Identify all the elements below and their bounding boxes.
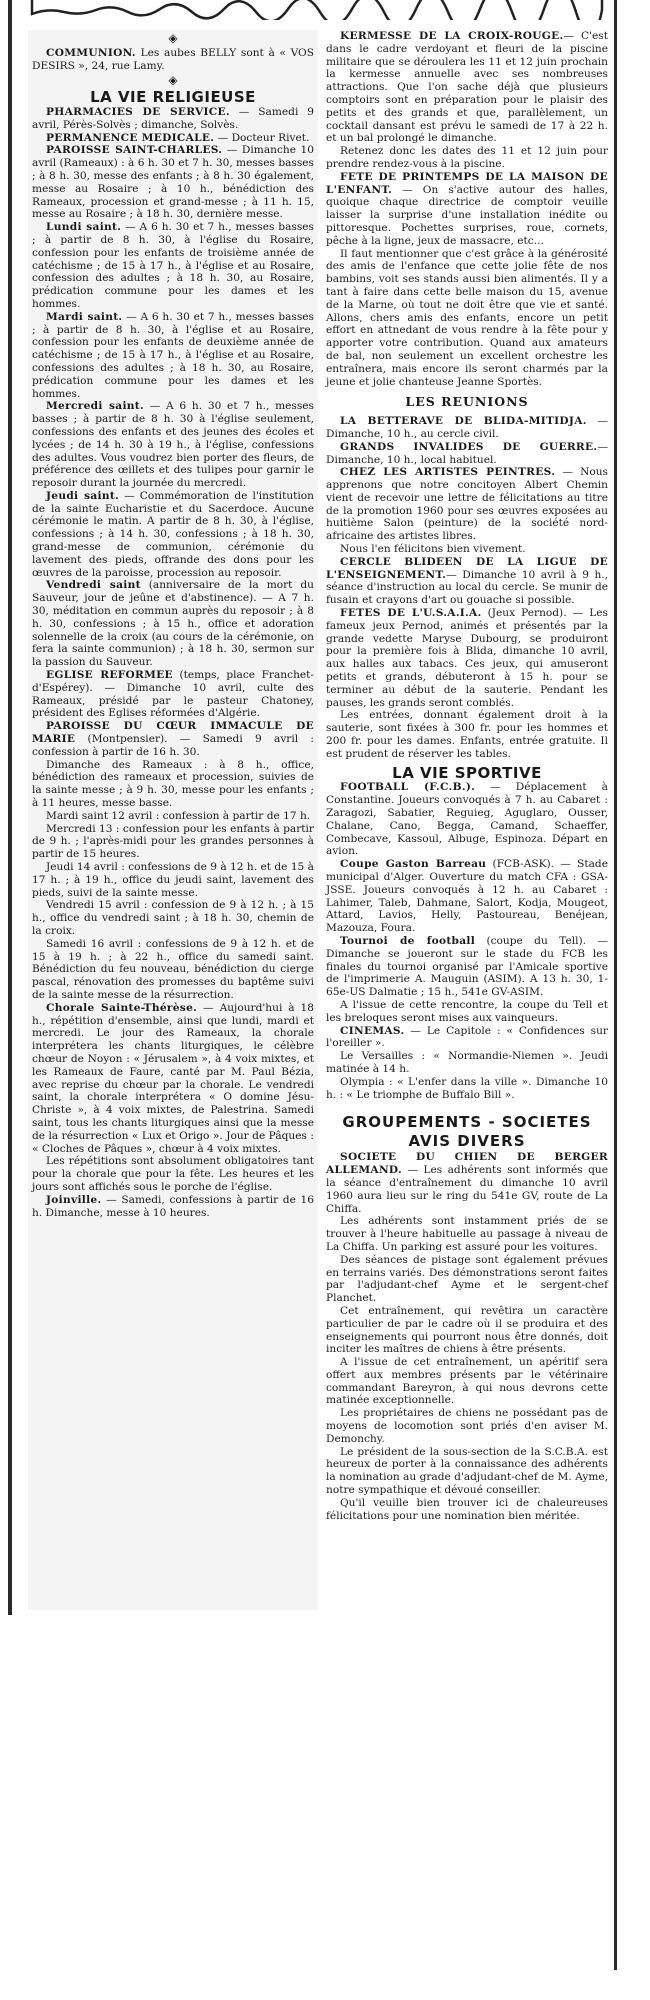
article-heading: Chorale Sainte-Thérèse. <box>46 1001 198 1014</box>
article-body: — Aujourd'hui à 18 h., répétition d'ensemble, ainsi que lundi, mardi et mercredi. Le jour des Rameaux, la chorale interprétera les chants liturgiques, le célèbre chœur de Noyon : « Jérusalem », à 4 voix mixtes, et les Rameaux de Faure, canté par M. Paul Bézia, avec reprise du chœur par la chorale. Le vendredi saint, la chorale interprétera « O domine Jésu-Christe », à 4 voix mixtes, de Palestrina. Samedi saint, tous les chants liturgiques ainsi que la messe de la résurrection « Lux et Origo ». Jour de Pâques : « Cloches de Pâques », chœur à 4 voix mixtes. <box>32 1001 314 1155</box>
article-paragraph <box>32 311 314 401</box>
article-body: Les propriétaires de chiens ne possédant pas de moyens de locomotion sont priés d'en aviser M. Demonchy. <box>326 1407 608 1445</box>
article-heading: PAROISSE SAINT-CHARLES. <box>46 144 223 157</box>
article-body: Samedi 16 avril : confessions de 9 à 12 h. et de 15 à 19 h. ; à 22 h., office du samedi saint. Bénédiction du feu nouveau, bénédiction du cierge pascal, rénovation des promesses du baptême suivi de la sainte messe de la résurrection. <box>32 937 314 1001</box>
article-body: — Déplacement à Constantine. Joueurs convoqués à 7 h. au Cabaret : Zaragozi, Sabatier, Reguieg, Aguglaro, Ousser, Chalane, Cano, Begga, Camand, Schaeffer, Combecave, Kassoul, Albuge, Espinoza. Départ en avion. <box>326 781 608 858</box>
religion-items <box>32 106 314 1219</box>
article-body: A l'issue de cet entraînement, un apéritif sera offert aux membres présents par le vétérinaire commandant Bareyron, à qui nous devrons cette matinée exceptionnelle. <box>326 1356 608 1407</box>
article-body: — On s'active autour des halles, quoique chaque directrice de comptoir veuille laisser la surprise d'une installation inédite ou pittoresque. Pochettes surprises, roue, cornets, pêche à la ligne, jeux de massacre, etc... <box>326 183 608 247</box>
article-paragraph <box>32 938 314 1002</box>
article-paragraph <box>326 999 608 1025</box>
article-paragraph <box>326 1305 608 1356</box>
article-heading: CHEZ LES ARTISTES PEINTRES. <box>340 466 556 479</box>
article-heading: Tournoi de football <box>340 934 476 947</box>
article-body: — A 6 h. 30 et 7 h., messes basses ; à partir de 8 h. 30, à l'église du Rosaire, confession pour les enfants de troisième année de catéchisme ; de 15 à 17 h., à l'église et au Rosaire, confession des adultes ; à 18 h. 30, au Rosaire, prédication commune pour les dames et les hommes. <box>32 221 314 310</box>
article-paragraph <box>32 810 314 823</box>
article-paragraph <box>326 556 608 607</box>
article-paragraph <box>32 1155 314 1193</box>
article-body: (Jeux Pernod). — Les fameux jeux Pernod, animés et présentés par la grande vedette Maryse Dubourg, se produiront pour la première fois à Blida, dimanche 10 avril, aux halles aux tabacs. Ces jeux, qui amuseront petits et grands, débuteront à 15 h. pour se terminer au début de la sauterie. Pendant les pauses, les grands seront comblés. <box>326 607 608 709</box>
article-paragraph <box>326 30 608 145</box>
section-subtitle-groups: AVIS DIVERS <box>408 1132 526 1151</box>
right-column-rule <box>614 0 617 1970</box>
article-heading: PHARMACIES DE SERVICE. <box>46 105 230 118</box>
article-heading: FETES DE L'U.S.A.I.A. <box>340 607 482 620</box>
article-body: Retenez donc les dates des 11 et 12 juin pour prendre rendez-vous à la piscine. <box>326 145 608 170</box>
article-body: Les adhérents sont instamment priés de se trouver à l'heure habituelle au passage à niveau de La Chiffa. Un parking est assuré pour les voitures. <box>326 1215 608 1253</box>
article-heading: Vendredi saint <box>46 579 141 592</box>
article-paragraph <box>32 759 314 810</box>
article-paragraph <box>32 861 314 899</box>
article-heading: KERMESSE DE LA CROIX-ROUGE. <box>340 30 564 42</box>
article-body: Les répétitions sont absolument obligatoires tant pour la chorale que pour la fête. Les heures et les jours sont affichés sous le porche de l'église. <box>32 1155 314 1193</box>
article-paragraph <box>32 1002 314 1156</box>
section-title-reunions: LES REUNIONS <box>405 394 529 410</box>
article-paragraph <box>326 858 608 935</box>
article-body: (FCB-ASK). — Stade municipal d'Alger. Ouverture du match CFA : GSA-JSSE. Joueurs convoqués à 12 h. au Cabaret : Lahimer, Taleb, Dahmane, Salort, Kodja, Mougeot, Attard, Lavios, Helly, Pastoureau, Benéjean, Mazouza, Foura. <box>326 858 608 935</box>
article-paragraph <box>326 145 608 171</box>
article-paragraph <box>32 823 314 861</box>
article-heading: Coupe Gaston Barreau <box>340 858 487 871</box>
article-paragraph <box>326 1254 608 1305</box>
article-paragraph <box>326 935 608 999</box>
article-body: — Dimanche, 10 h., local habituel. <box>326 440 608 466</box>
article-heading: Lundi saint. <box>46 221 122 234</box>
article-paragraph <box>32 720 314 758</box>
article-paragraph <box>326 1356 608 1407</box>
article-paragraph <box>326 1446 608 1497</box>
article-paragraph <box>32 579 314 669</box>
article-heading: CERCLE BLIDEEN DE LA LIGUE DE L'ENSEIGNEMENT. <box>326 555 608 581</box>
decorative-wavy-border <box>28 0 606 20</box>
separator-ornament: ◈ <box>168 31 178 45</box>
article-paragraph <box>326 607 608 709</box>
sport-items <box>326 781 608 1101</box>
article-heading: FETE DE PRINTEMPS DE LA MAISON DE L'ENFANT. <box>326 170 608 196</box>
article-paragraph <box>326 1076 608 1102</box>
article-heading: Mardi saint. <box>46 310 123 323</box>
article-paragraph <box>326 1025 608 1051</box>
article-paragraph <box>32 132 314 145</box>
article-body: — Dimanche, 10 h., au cercle civil. <box>326 415 608 440</box>
article-body: — A 6 h. 30 et 7 h., messes basses ; à partir de 8 h. 30, à l'église et au Rosaire, confession pour les enfants de deuxième année de catéchisme ; de 15 à 17 h., à l'église et au Rosaire, confessions des adultes ; à 18 h. 30, au Rosaire, prédication commune pour les dames et les hommes. <box>32 310 314 400</box>
article-paragraph <box>326 441 608 467</box>
article-paragraph <box>326 1151 608 1215</box>
article-body: — A 6 h. 30 et 7 h., messes basses ; à partir de 8 h. 30 à l'église seulement, confessions des enfants et des jeunes des écoles et lycées ; de 14 h. 30 à 19 h., à l'église, confessions des adultes. Vous voudrez bien porter des fleurs, de préférence des œillets et des tulipes pour garnir le reposoir durant la journée du mercredi. <box>32 400 314 490</box>
article-body: Nous l'en félicitons bien vivement. <box>340 543 526 556</box>
article-heading: PERMANENCE MEDICALE. <box>46 131 215 144</box>
article-body: Jeudi 14 avril : confessions de 9 à 12 h. et de 15 à 17 h. ; à 19 h., office du jeudi saint, lavement des pieds, suivi de la sainte messe. <box>32 861 314 899</box>
article-body: (temps, place Franchet-d'Espérey). — Dimanche 10 avril, culte des Rameaux, présidé par le pasteur Chatoney, président des Eglises réformées d'Algérie. <box>32 669 314 720</box>
article-body: Dimanche des Rameaux : à 8 h., office, bénédiction des rameaux et procession, suivies de la sainte messe ; à 9 h. 30, messe pour les enfants ; à 11 heures, messe basse. <box>32 758 314 810</box>
announcements <box>326 30 608 388</box>
article-body: — Docteur Rivet. <box>214 131 310 144</box>
article-body: Mardi saint 12 avril : confession à partir de 17 h. <box>46 809 311 822</box>
article-heading: FOOTBALL (F.C.B.). <box>340 781 476 794</box>
article-body: Le Versailles : « Normandie-Niemen ». Jeudi matinée à 14 h. <box>326 1050 608 1075</box>
article-body: — Commémoration de l'institution de la sainte Eucharistie et du Sacerdoce. Aucune cérémonie le matin. A partir de 8 h. 30, à l'église, confessions ; à 14 h. 30, confessions ; à 18 h. 30, grand-messe de communion, cérémonie du lavement des pieds, offrande des dons pour les œuvres de la paroisse, procession au reposoir. <box>32 489 314 579</box>
article-body: — Les adhérents sont informés que la séance d'entraînement du dimanche 10 avril 1960 aura lieu sur le ring du 541e GV, route de La Chiffa. <box>326 1164 608 1215</box>
article-body: Cet entraînement, qui revêtira un caractère particulier de par le cadre où il se produira et des enseignements qui pourront nous être donnés, doit inciter les maîtres de chiens à être présents. <box>326 1304 608 1356</box>
ad-communion <box>32 47 314 73</box>
article-paragraph <box>32 669 314 720</box>
article-heading: Joinville. <box>46 1193 102 1206</box>
article-heading: EGLISE REFORMEE <box>46 669 173 682</box>
article-body: — Dimanche 10 avril (Rameaux) : à 6 h. 30 et 7 h. 30, messes basses ; à 8 h. 30, messe des enfants ; à 8 h. 30 également, messe au Rosaire ; à 10 h., bénédiction des Rameaux, procession et grand-messe ; à 11 h. 15, messe au Rosaire ; à 18 h. 30, dernière messe. <box>32 144 314 221</box>
article-paragraph <box>326 543 608 556</box>
article-paragraph <box>326 415 608 441</box>
article-paragraph <box>326 1407 608 1445</box>
article-body: Olympia : « L'enfer dans la ville ». Dimanche 10 h. : « Le triomphe de Buffalo Bill ». <box>326 1075 608 1101</box>
article-body: — Samedi, confessions à partir de 16 h. Dimanche, messe à 10 heures. <box>32 1193 314 1219</box>
article-paragraph <box>326 781 608 858</box>
article-paragraph <box>326 171 608 248</box>
article-paragraph <box>32 400 314 490</box>
left-column-rule <box>8 0 12 1615</box>
article-heading: Mercredi saint. <box>46 400 144 413</box>
reunions-items <box>326 415 608 761</box>
article-body: Le président de la sous-section de la S.C.B.A. est heureux de porter à la connaissance des adhérents la nomination au grade d'adjudant-chef de M. Ayme, notre sympathique et dévoué conseiller. <box>326 1445 609 1497</box>
ad-body: Les aubes BELLY sont à « VOS DESIRS », 24, rue Lamy. <box>32 46 314 72</box>
article-paragraph <box>326 466 608 543</box>
article-paragraph <box>326 709 608 760</box>
ad-head: COMMUNION. <box>46 46 136 59</box>
article-paragraph <box>32 490 314 580</box>
article-body: — Samedi 9 avril, Pérès-Solvès ; dimanche, Solvès. <box>32 105 314 131</box>
article-body: Vendredi 15 avril : confession de 9 à 12 h. ; à 15 h., office du vendredi saint ; à 18 h. 30, chemin de la croix. <box>32 899 314 937</box>
article-body: Il faut mentionner que c'est grâce à la générosité des amis de l'enfance que cette jolie fête de nos bambins, voit ses stands aussi bien alimentés. Il y a tant à faire dans cette belle maison du 15, avenue de la Marne, où tout ne doit être que vie et santé. Allons, chers amis des enfants, encore un petit effort en attnedant de vous rendre à la fête pour y apporter votre contribution. Quand aux amateurs de bal, non seulement un excellent orchestre les entraînera, mais encore ils seront charmés par la jeune et jolie chanteuse Jeanne Sportès. <box>326 247 608 388</box>
article-body: (Montpensier). — Samedi 9 avril : confession à partir de 16 h. 30. <box>32 733 314 758</box>
article-paragraph <box>326 1050 608 1076</box>
section-title-religion: LA VIE RELIGIEUSE <box>90 88 256 107</box>
article-heading: SOCIETE DU CHIEN DE BERGER ALLEMAND. <box>326 1151 608 1177</box>
article-body: Les entrées, donnant également droit à la sauterie, sont fixées à 300 fr. pour les hommes et 200 fr. pour les dames. Enfants, entrée gratuite. Il est prudent de réserver les tables. <box>326 709 608 760</box>
article-body: — Nous apprenons que notre concitoyen Albert Chemin vient de recevoir une lettre de félicitations au titre de la promotion 1960 pour ses œuvres exposées au huitième Salon (peinture) de la société nord-africaine des artistes libres. <box>326 466 608 543</box>
article-body: (anniversaire de la mort du Sauveur, jour de jeûne et d'abstinence). — A 7 h. 30, méditation en commun auprès du reposoir ; à 8 h. 30, confessions ; à 15 h., office et adoration solennelle de la croix (au cours de la cérémonie, on fera la sainte communion) ; à 18 h. 30, sermon sur la passion du Sauveur. <box>32 579 315 669</box>
article-heading: PAROISSE DU CŒUR IMMACULE DE MARIE <box>32 720 314 746</box>
article-paragraph <box>32 221 314 311</box>
article-body: — C'est dans le cadre verdoyant et fleuri de la piscine militaire que se déroulera les 11 et 12 juin prochain la kermesse annuelle avec ses nombreuses attractions. Que l'on sache déjà que plusieurs comptoirs sont en préparation pour le plaisir des petits et des grands et que, parallèlement, un cocktail dansant est prévu le samedi de 17 à 22 h. et un bal prolongé le dimanche. <box>326 30 608 145</box>
article-paragraph <box>32 1194 314 1220</box>
article-paragraph <box>326 248 608 389</box>
article-paragraph <box>32 144 314 221</box>
article-paragraph <box>32 106 314 132</box>
article-paragraph <box>326 1215 608 1253</box>
right-column <box>326 30 608 1522</box>
article-body: — Dimanche 10 avril à 9 h., séance d'instruction au local du cercle. Se munir de fusain et crayons d'art ou gouache si possible. <box>326 568 608 607</box>
separator-ornament: ◈ <box>168 73 178 88</box>
article-body: Mercredi 13 : confession pour les enfants à partir de 9 h. ; l'après-midi pour les grandes personnes à partir de 15 heures. <box>32 822 314 861</box>
article-body: — Le Capitole : « Confidences sur l'oreiller ». <box>326 1024 608 1050</box>
left-column <box>28 30 318 1610</box>
article-heading: Jeudi saint. <box>46 489 120 502</box>
article-body: A l'issue de cette rencontre, la coupe du Tell et les breloques seront mises aux vainqueurs. <box>326 998 608 1024</box>
article-paragraph <box>326 1497 608 1523</box>
section-title-sport: LA VIE SPORTIVE <box>392 763 542 782</box>
article-heading: GRANDS INVALIDES DE GUERRE. <box>340 440 598 453</box>
article-body: Qu'il veuille bien trouver ici de chaleureuses félicitations pour une nomination bien méritée. <box>326 1496 608 1522</box>
article-heading: CINEMAS. <box>340 1024 405 1037</box>
article-paragraph <box>32 899 314 937</box>
article-body: Des séances de pistage sont également prévues en terrains variés. Des démonstrations seront faites par l'adjudant-chef Ayme et le sergent-chef Planchet. <box>326 1253 608 1305</box>
article-body: (coupe du Tell). — Dimanche se joueront sur le stade du FCB les finales du tournoi organisé par l'Amicale sportive de l'imprimerie A. Mauguin (ASIM). A 13 h. 30, 1-65e-US Dalmatie ; 15 h., 541e GV-ASIM. <box>326 934 608 999</box>
article-heading: LA BETTERAVE DE BLIDA-MITIDJA. <box>340 415 587 428</box>
groups-items <box>326 1151 608 1522</box>
section-title-groups: GROUPEMENTS - SOCIETES <box>342 1113 592 1132</box>
